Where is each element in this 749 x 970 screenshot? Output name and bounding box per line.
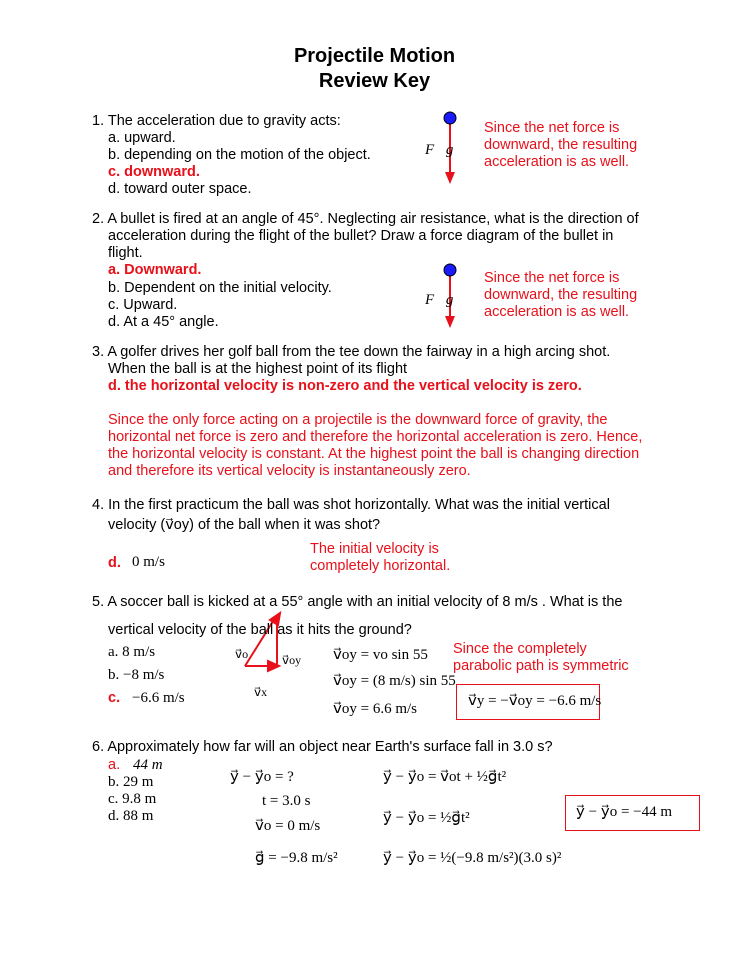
q6-equation-1: y⃗ − y⃗o = v⃗ot + ½g⃗t² bbox=[383, 769, 507, 785]
q6-option-b: b. 29 m bbox=[108, 774, 154, 790]
q6-equation-2: y⃗ − y⃗o = ½g⃗t² bbox=[383, 810, 470, 826]
q6-equation-3: y⃗ − y⃗o = ½(−9.8 m/s²)(3.0 s)² bbox=[383, 850, 562, 866]
q2-option-b: b. Dependent on the initial velocity. bbox=[108, 280, 332, 296]
title-line-2: Review Key bbox=[318, 70, 431, 92]
q2-force-label: F⃗g bbox=[425, 292, 454, 308]
q3-stem-1: 3. A golfer drives her golf ball from the tee down the fairway in a high arcing shot. bbox=[92, 344, 611, 360]
q5-stem-2: vertical velocity of the ball as it hits the ground? bbox=[108, 622, 412, 638]
q5-vo-label: v⃗o bbox=[235, 647, 249, 661]
q2-option-c: c. Upward. bbox=[108, 297, 178, 313]
q5-option-c-value: −6.6 m/s bbox=[132, 690, 185, 706]
q3-answer: d. the horizontal velocity is non-zero and the vertical velocity is zero. bbox=[108, 378, 582, 394]
q3-explanation-2: horizontal net force is zero and therefore the horizontal acceleration is zero. Hence, bbox=[108, 429, 643, 445]
q5-equation-2: v⃗oy = (8 m/s) sin 55 bbox=[333, 673, 456, 689]
q5-option-b: b. −8 m/s bbox=[108, 667, 165, 683]
q1-option-d: d. toward outer space. bbox=[108, 181, 252, 197]
q5-voy-label: v⃗oy bbox=[282, 653, 302, 667]
q4-note-2: completely horizontal. bbox=[310, 558, 451, 574]
q5-equation-3: v⃗oy = 6.6 m/s bbox=[333, 701, 418, 717]
q2-stem-3: flight. bbox=[108, 245, 143, 261]
q1-note-1: Since the net force is bbox=[484, 120, 620, 136]
q5-vx-label: v⃗x bbox=[254, 685, 268, 699]
q4-note-1: The initial velocity is bbox=[310, 541, 439, 557]
q5-note-1: Since the completely bbox=[453, 641, 587, 657]
q3-explanation-1: Since the only force acting on a projectile is the downward force of gravity, the bbox=[108, 412, 608, 428]
q1-option-b: b. depending on the motion of the object. bbox=[108, 147, 371, 163]
q3-explanation-4: and therefore its vertical velocity is instantaneously zero. bbox=[108, 463, 471, 479]
title-line-1: Projectile Motion bbox=[293, 45, 456, 67]
q2-note-2: downward, the resulting bbox=[484, 287, 638, 303]
q6-result: y⃗ − y⃗o = −44 m bbox=[576, 804, 673, 820]
q5-note-2: parabolic path is symmetric bbox=[453, 658, 629, 674]
q6-option-a-letter: a. bbox=[108, 757, 121, 773]
q1-note-2: downward, the resulting bbox=[484, 137, 638, 153]
q6-given-2: t = 3.0 s bbox=[262, 793, 311, 809]
q1-note-3: acceleration is as well. bbox=[484, 154, 630, 170]
q2-option-a-answer: a. Downward. bbox=[108, 262, 202, 278]
q6-option-d: d. 88 m bbox=[108, 808, 154, 824]
q2-note-1: Since the net force is bbox=[484, 270, 620, 286]
q5-result: v⃗y = −v⃗oy = −6.6 m/s bbox=[468, 693, 602, 709]
q6-given-4: g⃗ = −9.8 m/s² bbox=[255, 850, 338, 866]
q6-given-3: v⃗o = 0 m/s bbox=[255, 818, 321, 834]
q1-force-label: F⃗g bbox=[425, 142, 454, 158]
q3-explanation-3: the horizontal velocity is constant. At the highest point the ball is changing direction bbox=[108, 446, 640, 462]
q5-option-c-letter: c. bbox=[108, 690, 121, 706]
q2-stem-2: acceleration during the flight of the bullet? Draw a force diagram of the bullet in bbox=[108, 228, 614, 244]
q6-stem: 6. Approximately how far will an object near Earth's surface fall in 3.0 s? bbox=[92, 739, 553, 755]
q5-stem-1: 5. A soccer ball is kicked at a 55° angle with an initial velocity of 8 m/s . What is the bbox=[92, 594, 623, 610]
q6-option-a-value: 44 m bbox=[133, 757, 163, 773]
q3-stem-2: When the ball is at the highest point of its flight bbox=[108, 361, 408, 377]
q2-option-d: d. At a 45° angle. bbox=[108, 314, 219, 330]
q1-option-a: a. upward. bbox=[108, 130, 176, 146]
q5-equation-1: v⃗oy = vo sin 55 bbox=[333, 647, 428, 663]
q1-stem: 1. The acceleration due to gravity acts: bbox=[92, 113, 341, 129]
q1-option-c-answer: c. downward. bbox=[108, 164, 200, 180]
q4-stem-2: velocity (v⃗oy) of the ball when it was shot? bbox=[108, 517, 381, 533]
q4-answer-value: 0 m/s bbox=[132, 554, 165, 570]
q5-option-a: a. 8 m/s bbox=[108, 644, 156, 660]
q2-stem-1: 2. A bullet is fired at an angle of 45°. Neglecting air resistance, what is the direction of bbox=[92, 211, 639, 227]
q4-answer-letter: d. bbox=[108, 555, 121, 571]
q2-note-3: acceleration is as well. bbox=[484, 304, 630, 320]
q6-given-1: y⃗ − y⃗o = ? bbox=[230, 769, 294, 785]
q4-stem-1: 4. In the first practicum the ball was shot horizontally. What was the initial vertical bbox=[92, 497, 610, 513]
q6-option-c: c. 9.8 m bbox=[108, 791, 157, 807]
